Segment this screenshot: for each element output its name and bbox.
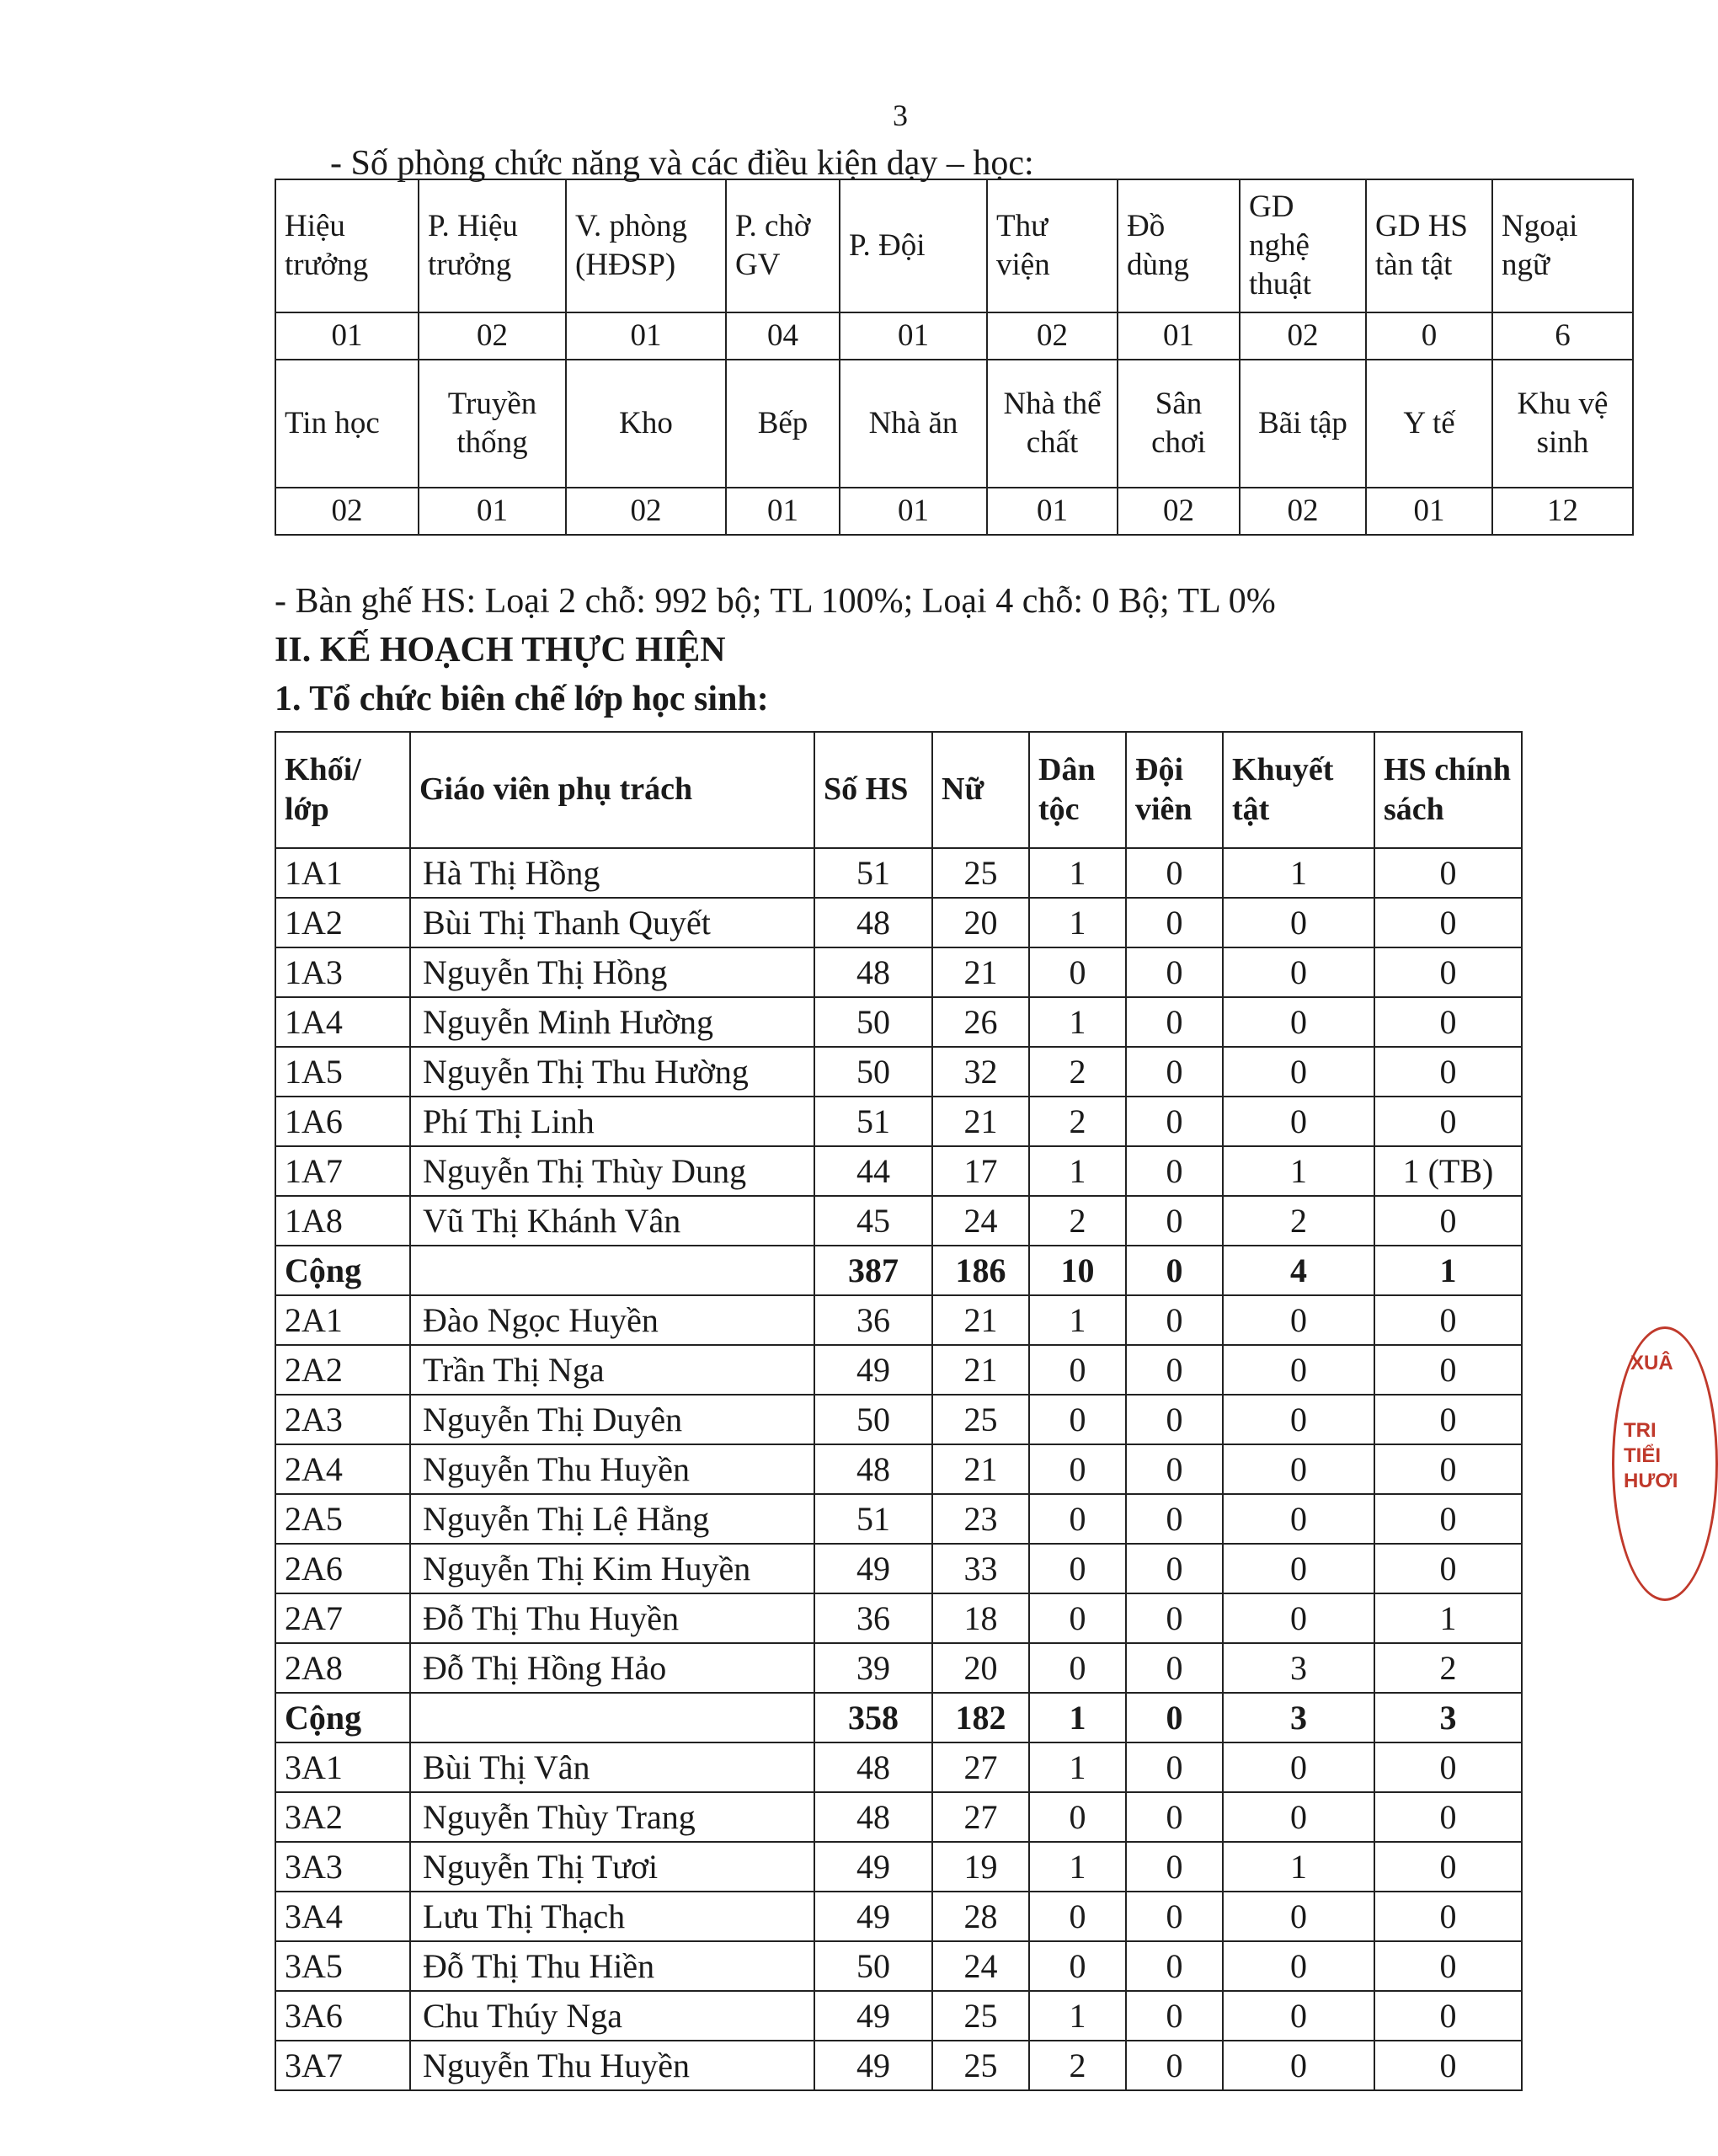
value-cell: 24	[932, 1196, 1029, 1246]
table-row	[275, 1444, 1522, 1494]
class-cell: 2A4	[275, 1444, 410, 1494]
table-row	[275, 1097, 1522, 1146]
class-cell: 1A1	[275, 848, 410, 898]
facility-count: 12	[1492, 488, 1633, 535]
value-cell: 49	[814, 1544, 932, 1593]
facilities-row-counts-2	[275, 488, 1633, 535]
value-cell: 48	[814, 898, 932, 947]
table-row	[275, 898, 1522, 947]
facility-count: 02	[566, 488, 726, 535]
value-cell: 2	[1029, 1196, 1126, 1246]
value-cell: 25	[932, 1991, 1029, 2041]
value-cell: 51	[814, 1494, 932, 1544]
stamp-text-1: XUÂ	[1630, 1352, 1673, 1374]
value-cell: 0	[1374, 1991, 1522, 2041]
table-row	[275, 1196, 1522, 1246]
teacher-cell: Nguyễn Thị Lệ Hằng	[410, 1494, 814, 1544]
value-cell: 51	[814, 1097, 932, 1146]
facility-label: Nhà thể chất	[987, 360, 1118, 488]
class-cell: 3A3	[275, 1842, 410, 1892]
value-cell: 25	[932, 1395, 1029, 1444]
value-cell: 0	[1223, 1097, 1374, 1146]
value-cell: 3	[1223, 1643, 1374, 1693]
table-row	[275, 1047, 1522, 1097]
value-cell: 0	[1223, 1345, 1374, 1395]
value-cell: 0	[1223, 1991, 1374, 2041]
teacher-cell	[410, 1693, 814, 1742]
column-header: HS chính sách	[1374, 732, 1522, 848]
class-cell: 2A7	[275, 1593, 410, 1643]
value-cell: 19	[932, 1842, 1029, 1892]
teacher-cell: Nguyễn Thị Kim Huyền	[410, 1544, 814, 1593]
value-cell: 0	[1126, 1246, 1223, 1295]
teacher-cell: Đào Ngọc Huyền	[410, 1295, 814, 1345]
teacher-cell: Đỗ Thị Thu Hiền	[410, 1941, 814, 1991]
facility-label: Tin học	[275, 360, 419, 488]
table-row	[275, 1295, 1522, 1345]
value-cell: 0	[1374, 1494, 1522, 1544]
value-cell: 50	[814, 1395, 932, 1444]
class-cell: Cộng	[275, 1693, 410, 1742]
value-cell: 21	[932, 1345, 1029, 1395]
value-cell: 0	[1374, 1196, 1522, 1246]
facility-label: Sân chơi	[1118, 360, 1240, 488]
table-row	[275, 1395, 1522, 1444]
value-cell: 1	[1029, 898, 1126, 947]
value-cell: 0	[1029, 1345, 1126, 1395]
value-cell: 0	[1126, 1196, 1223, 1246]
facility-label: Đồ dùng	[1118, 179, 1240, 312]
value-cell: 10	[1029, 1246, 1126, 1295]
teacher-cell: Trần Thị Nga	[410, 1345, 814, 1395]
value-cell: 0	[1126, 1941, 1223, 1991]
total-row	[275, 1693, 1522, 1742]
value-cell: 0	[1223, 1494, 1374, 1544]
facility-label: Bếp	[726, 360, 840, 488]
class-cell: 1A3	[275, 947, 410, 997]
value-cell: 0	[1126, 1643, 1223, 1693]
value-cell: 0	[1374, 947, 1522, 997]
value-cell: 1	[1029, 1295, 1126, 1345]
value-cell: 0	[1126, 1097, 1223, 1146]
teacher-cell: Lưu Thị Thạch	[410, 1892, 814, 1941]
value-cell: 2	[1029, 2041, 1126, 2090]
class-cell: 2A8	[275, 1643, 410, 1693]
facility-count: 02	[987, 312, 1118, 360]
class-cell: 3A5	[275, 1941, 410, 1991]
value-cell: 0	[1223, 1544, 1374, 1593]
value-cell: 50	[814, 1941, 932, 1991]
teacher-cell: Đỗ Thị Hồng Hảo	[410, 1643, 814, 1693]
value-cell: 0	[1374, 1941, 1522, 1991]
value-cell: 21	[932, 1444, 1029, 1494]
value-cell: 1	[1223, 848, 1374, 898]
value-cell: 0	[1126, 1593, 1223, 1643]
column-header: Đội viên	[1126, 732, 1223, 848]
value-cell: 182	[932, 1693, 1029, 1742]
value-cell: 2	[1029, 1097, 1126, 1146]
value-cell: 0	[1029, 1395, 1126, 1444]
page-number: 3	[893, 99, 908, 132]
teacher-cell: Nguyễn Thị Duyên	[410, 1395, 814, 1444]
value-cell: 0	[1126, 1047, 1223, 1097]
value-cell: 36	[814, 1593, 932, 1643]
class-cell: 3A6	[275, 1991, 410, 2041]
value-cell: 1	[1374, 1246, 1522, 1295]
section-heading: II. KẾ HOẠCH THỰC HIỆN	[275, 631, 726, 670]
value-cell: 49	[814, 1842, 932, 1892]
value-cell: 3	[1223, 1693, 1374, 1742]
class-table-header	[275, 732, 1522, 848]
value-cell: 1	[1223, 1842, 1374, 1892]
teacher-cell: Bùi Thị Vân	[410, 1742, 814, 1792]
facility-count: 01	[1366, 488, 1492, 535]
class-cell: 1A2	[275, 898, 410, 947]
column-header: Giáo viên phụ trách	[410, 732, 814, 848]
value-cell: 27	[932, 1792, 1029, 1842]
class-cell: 1A4	[275, 997, 410, 1047]
value-cell: 0	[1223, 1444, 1374, 1494]
value-cell: 0	[1126, 1345, 1223, 1395]
facility-count: 02	[1240, 488, 1366, 535]
value-cell: 3	[1374, 1693, 1522, 1742]
value-cell: 0	[1374, 1892, 1522, 1941]
value-cell: 0	[1126, 997, 1223, 1047]
value-cell: 0	[1126, 1892, 1223, 1941]
value-cell: 0	[1126, 1544, 1223, 1593]
value-cell: 2	[1223, 1196, 1374, 1246]
value-cell: 36	[814, 1295, 932, 1345]
table-row	[275, 1792, 1522, 1842]
value-cell: 0	[1126, 1444, 1223, 1494]
facility-label: Khu vệ sinh	[1492, 360, 1633, 488]
value-cell: 0	[1029, 1544, 1126, 1593]
value-cell: 1	[1029, 1991, 1126, 2041]
value-cell: 21	[932, 1295, 1029, 1345]
value-cell: 49	[814, 2041, 932, 2090]
class-cell: 2A2	[275, 1345, 410, 1395]
value-cell: 0	[1223, 1395, 1374, 1444]
facility-label: Hiệu trưởng	[275, 179, 419, 312]
red-stamp	[1605, 1326, 1678, 1604]
facility-count: 02	[419, 312, 566, 360]
value-cell: 186	[932, 1246, 1029, 1295]
value-cell: 51	[814, 848, 932, 898]
value-cell: 49	[814, 1991, 932, 2041]
value-cell: 0	[1223, 1941, 1374, 1991]
teacher-cell: Đỗ Thị Thu Huyền	[410, 1593, 814, 1643]
value-cell: 0	[1223, 898, 1374, 947]
value-cell: 49	[814, 1345, 932, 1395]
class-cell: 3A7	[275, 2041, 410, 2090]
value-cell: 387	[814, 1246, 932, 1295]
class-cell: 2A6	[275, 1544, 410, 1593]
value-cell: 23	[932, 1494, 1029, 1544]
value-cell: 1	[1029, 1146, 1126, 1196]
value-cell: 0	[1029, 1941, 1126, 1991]
teacher-cell: Nguyễn Minh Hường	[410, 997, 814, 1047]
value-cell: 0	[1126, 1146, 1223, 1196]
table-row	[275, 1643, 1522, 1693]
facilities-row-counts-1	[275, 312, 1633, 360]
value-cell: 0	[1374, 1544, 1522, 1593]
table-row	[275, 1146, 1522, 1196]
value-cell: 0	[1126, 1395, 1223, 1444]
facility-label: Truyền thống	[419, 360, 566, 488]
class-cell: 2A5	[275, 1494, 410, 1544]
value-cell: 0	[1223, 1047, 1374, 1097]
class-cell: 3A1	[275, 1742, 410, 1792]
table-row	[275, 1991, 1522, 2041]
class-cell: Cộng	[275, 1246, 410, 1295]
value-cell: 48	[814, 1742, 932, 1792]
value-cell: 0	[1126, 947, 1223, 997]
facility-count: 02	[1240, 312, 1366, 360]
table-row	[275, 2041, 1522, 2090]
table-row	[275, 997, 1522, 1047]
facility-count: 01	[419, 488, 566, 535]
value-cell: 0	[1374, 1444, 1522, 1494]
teacher-cell: Chu Thúy Nga	[410, 1991, 814, 2041]
value-cell: 33	[932, 1544, 1029, 1593]
value-cell: 48	[814, 1444, 932, 1494]
facility-label: Bãi tập	[1240, 360, 1366, 488]
value-cell: 44	[814, 1146, 932, 1196]
class-cell: 2A1	[275, 1295, 410, 1345]
table-row	[275, 1842, 1522, 1892]
teacher-cell: Nguyễn Thùy Trang	[410, 1792, 814, 1842]
value-cell: 0	[1029, 1444, 1126, 1494]
teacher-cell: Vũ Thị Khánh Vân	[410, 1196, 814, 1246]
value-cell: 358	[814, 1693, 932, 1742]
facilities-row-labels-1	[275, 179, 1633, 312]
value-cell: 20	[932, 1643, 1029, 1693]
facilities-row-labels-2	[275, 360, 1633, 488]
facility-label: Ngoại ngữ	[1492, 179, 1633, 312]
facility-count: 01	[1118, 312, 1240, 360]
subsection-heading: 1. Tổ chức biên chế lớp học sinh:	[275, 680, 769, 718]
facility-count: 01	[275, 312, 419, 360]
teacher-cell	[410, 1246, 814, 1295]
table-row	[275, 1593, 1522, 1643]
facility-label: P. Hiệu trưởng	[419, 179, 566, 312]
value-cell: 0	[1126, 848, 1223, 898]
class-cell: 1A5	[275, 1047, 410, 1097]
facilities-intro: - Số phòng chức năng và các điều kiện dạy – học:	[330, 144, 1034, 183]
stamp-text-3: TIỂI	[1624, 1444, 1662, 1467]
value-cell: 18	[932, 1593, 1029, 1643]
value-cell: 1	[1029, 1742, 1126, 1792]
facility-label: P. Đội	[840, 179, 987, 312]
value-cell: 28	[932, 1892, 1029, 1941]
value-cell: 0	[1126, 1792, 1223, 1842]
facility-label: Nhà ăn	[840, 360, 987, 488]
value-cell: 25	[932, 848, 1029, 898]
class-cell: 3A2	[275, 1792, 410, 1842]
class-cell: 3A4	[275, 1892, 410, 1941]
teacher-cell: Nguyễn Thị Thu Hường	[410, 1047, 814, 1097]
facility-label: V. phòng (HĐSP)	[566, 179, 726, 312]
teacher-cell: Nguyễn Thị Hồng	[410, 947, 814, 997]
value-cell: 0	[1223, 2041, 1374, 2090]
value-cell: 0	[1029, 1494, 1126, 1544]
value-cell: 50	[814, 997, 932, 1047]
value-cell: 0	[1223, 1742, 1374, 1792]
value-cell: 0	[1029, 1593, 1126, 1643]
column-header: Dân tộc	[1029, 732, 1126, 848]
class-cell: 1A6	[275, 1097, 410, 1146]
value-cell: 0	[1223, 1792, 1374, 1842]
value-cell: 0	[1374, 848, 1522, 898]
value-cell: 27	[932, 1742, 1029, 1792]
column-header: Nữ	[932, 732, 1029, 848]
value-cell: 0	[1029, 1892, 1126, 1941]
value-cell: 0	[1374, 1842, 1522, 1892]
value-cell: 1 (TB)	[1374, 1146, 1522, 1196]
teacher-cell: Nguyễn Thu Huyền	[410, 1444, 814, 1494]
value-cell: 0	[1374, 1742, 1522, 1792]
value-cell: 50	[814, 1047, 932, 1097]
table-row	[275, 1494, 1522, 1544]
value-cell: 48	[814, 1792, 932, 1842]
facility-label: Thư viện	[987, 179, 1118, 312]
value-cell: 0	[1029, 1643, 1126, 1693]
column-header: Khuyết tật	[1223, 732, 1374, 848]
teacher-cell: Nguyễn Thu Huyền	[410, 2041, 814, 2090]
table-row	[275, 1941, 1522, 1991]
value-cell: 1	[1374, 1593, 1522, 1643]
stamp-text-2: TRI	[1624, 1419, 1657, 1442]
facility-label: P. chờ GV	[726, 179, 840, 312]
table-row	[275, 947, 1522, 997]
value-cell: 0	[1374, 1792, 1522, 1842]
value-cell: 2	[1374, 1643, 1522, 1693]
value-cell: 0	[1126, 898, 1223, 947]
class-cell: 1A7	[275, 1146, 410, 1196]
value-cell: 0	[1029, 947, 1126, 997]
value-cell: 0	[1374, 1395, 1522, 1444]
facility-count: 02	[275, 488, 419, 535]
column-header: Khối/ lớp	[275, 732, 410, 848]
value-cell: 0	[1126, 1295, 1223, 1345]
table-row	[275, 1892, 1522, 1941]
value-cell: 1	[1029, 1693, 1126, 1742]
value-cell: 4	[1223, 1246, 1374, 1295]
total-row	[275, 1246, 1522, 1295]
facility-count: 01	[840, 312, 987, 360]
value-cell: 0	[1374, 1295, 1522, 1345]
value-cell: 49	[814, 1892, 932, 1941]
value-cell: 39	[814, 1643, 932, 1693]
value-cell: 0	[1126, 1742, 1223, 1792]
value-cell: 0	[1126, 2041, 1223, 2090]
value-cell: 0	[1223, 1892, 1374, 1941]
value-cell: 0	[1374, 898, 1522, 947]
value-cell: 0	[1126, 1991, 1223, 2041]
value-cell: 0	[1374, 997, 1522, 1047]
value-cell: 0	[1126, 1842, 1223, 1892]
value-cell: 1	[1223, 1146, 1374, 1196]
teacher-cell: Nguyễn Thị Thùy Dung	[410, 1146, 814, 1196]
facility-count: 6	[1492, 312, 1633, 360]
value-cell: 45	[814, 1196, 932, 1246]
facility-count: 01	[566, 312, 726, 360]
value-cell: 0	[1223, 997, 1374, 1047]
facility-label: Kho	[566, 360, 726, 488]
value-cell: 0	[1223, 947, 1374, 997]
value-cell: 0	[1223, 1593, 1374, 1643]
value-cell: 17	[932, 1146, 1029, 1196]
value-cell: 0	[1374, 1047, 1522, 1097]
value-cell: 0	[1374, 2041, 1522, 2090]
teacher-cell: Nguyễn Thị Tươi	[410, 1842, 814, 1892]
value-cell: 0	[1126, 1494, 1223, 1544]
class-cell: 1A8	[275, 1196, 410, 1246]
value-cell: 21	[932, 1097, 1029, 1146]
facility-count: 0	[1366, 312, 1492, 360]
value-cell: 32	[932, 1047, 1029, 1097]
table-row	[275, 1544, 1522, 1593]
value-cell: 1	[1029, 997, 1126, 1047]
value-cell: 0	[1029, 1792, 1126, 1842]
value-cell: 24	[932, 1941, 1029, 1991]
desks-line: - Bàn ghế HS: Loại 2 chỗ: 992 bộ; TL 100%; Loại 4 chỗ: 0 Bộ; TL 0%	[275, 582, 1276, 621]
facility-label: GD nghệ thuật	[1240, 179, 1366, 312]
teacher-cell: Hà Thị Hồng	[410, 848, 814, 898]
table-row	[275, 848, 1522, 898]
facility-label: Y tế	[1366, 360, 1492, 488]
stamp-text-4: HƯƠI	[1624, 1470, 1678, 1492]
value-cell: 1	[1029, 848, 1126, 898]
facility-count: 02	[1118, 488, 1240, 535]
value-cell: 20	[932, 898, 1029, 947]
class-cell: 2A3	[275, 1395, 410, 1444]
teacher-cell: Phí Thị Linh	[410, 1097, 814, 1146]
value-cell: 1	[1029, 1842, 1126, 1892]
value-cell: 0	[1374, 1097, 1522, 1146]
value-cell: 21	[932, 947, 1029, 997]
value-cell: 48	[814, 947, 932, 997]
table-row	[275, 1742, 1522, 1792]
facility-count: 01	[840, 488, 987, 535]
facilities-table	[275, 179, 1634, 536]
column-header: Số HS	[814, 732, 932, 848]
teacher-cell: Bùi Thị Thanh Quyết	[410, 898, 814, 947]
value-cell: 26	[932, 997, 1029, 1047]
facility-count: 01	[987, 488, 1118, 535]
facility-label: GD HS tàn tật	[1366, 179, 1492, 312]
value-cell: 0	[1126, 1693, 1223, 1742]
value-cell: 2	[1029, 1047, 1126, 1097]
facility-count: 01	[726, 488, 840, 535]
class-table	[275, 731, 1523, 2091]
value-cell: 0	[1374, 1345, 1522, 1395]
facility-count: 04	[726, 312, 840, 360]
value-cell: 25	[932, 2041, 1029, 2090]
value-cell: 0	[1223, 1295, 1374, 1345]
table-row	[275, 1345, 1522, 1395]
